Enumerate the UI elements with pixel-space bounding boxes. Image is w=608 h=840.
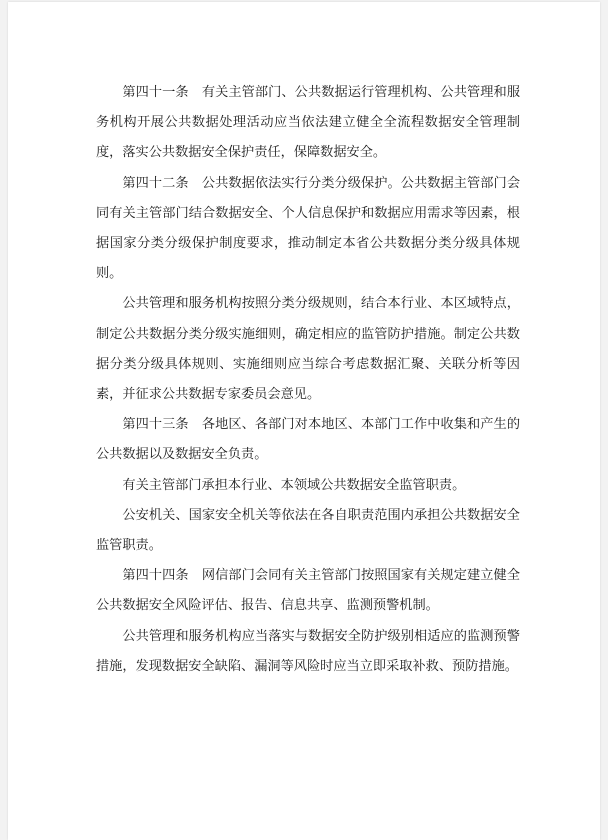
paragraph-article-44-2 <box>96 622 520 682</box>
document-page <box>8 2 600 840</box>
paragraph-article-42-2 <box>96 289 520 410</box>
document-body <box>96 78 520 682</box>
article-number: 第四十三条 <box>122 417 189 433</box>
paragraph-text: 有关主管部门承担本行业、本领域公共数据安全监管职责。 <box>122 477 466 493</box>
paragraph-article-42 <box>96 169 520 290</box>
paragraph-text: 网信部门会同有关主管部门按照国家有关规定建立健全公共数据安全风险评估、报告、信息共享、监测预警机制。 <box>96 568 521 614</box>
paragraph-article-43 <box>96 410 520 470</box>
paragraph-text: 有关主管部门、公共数据运行管理机构、公共管理和服务机构开展公共数据处理活动应当依法建立健全全流程数据安全管理制度，落实公共数据安全保护责任，保障数据安全。 <box>96 85 521 161</box>
paragraph-text: 各地区、各部门对本地区、本部门工作中收集和产生的公共数据以及数据安全负责。 <box>96 417 521 463</box>
paragraph-text: 公共管理和服务机构应当落实与数据安全防护级别相适应的监测预警措施，发现数据安全缺陷、漏洞等风险时应当立即采取补救、预防措施。 <box>96 628 520 674</box>
paragraph-article-43-2 <box>96 471 520 501</box>
article-number: 第四十一条 <box>122 85 189 100</box>
paragraph-article-41 <box>96 78 520 169</box>
article-number: 第四十四条 <box>122 568 189 584</box>
paragraph-article-43-3 <box>96 501 520 561</box>
paragraph-article-44 <box>96 561 520 621</box>
paragraph-text: 公共管理和服务机构按照分类分级规则，结合本行业、本区域特点，制定公共数据分类分级实施细则，确定相应的监管防护措施。制定公共数据分类分级具体规则、实施细则应当综合考虑数据汇聚、关联分析等因素，并征求公共数据专家委员会意见。 <box>96 296 520 403</box>
article-number: 第四十二条 <box>122 175 189 191</box>
paragraph-text: 公共数据依法实行分类分级保护。公共数据主管部门会同有关主管部门结合数据安全、个人信息保护和数据应用需求等因素，根据国家分类分级保护制度要求，推动制定本省公共数据分类分级具体规则。 <box>96 175 521 282</box>
paragraph-text: 公安机关、国家安全机关等依法在各自职责范围内承担公共数据安全监管职责。 <box>96 507 520 554</box>
